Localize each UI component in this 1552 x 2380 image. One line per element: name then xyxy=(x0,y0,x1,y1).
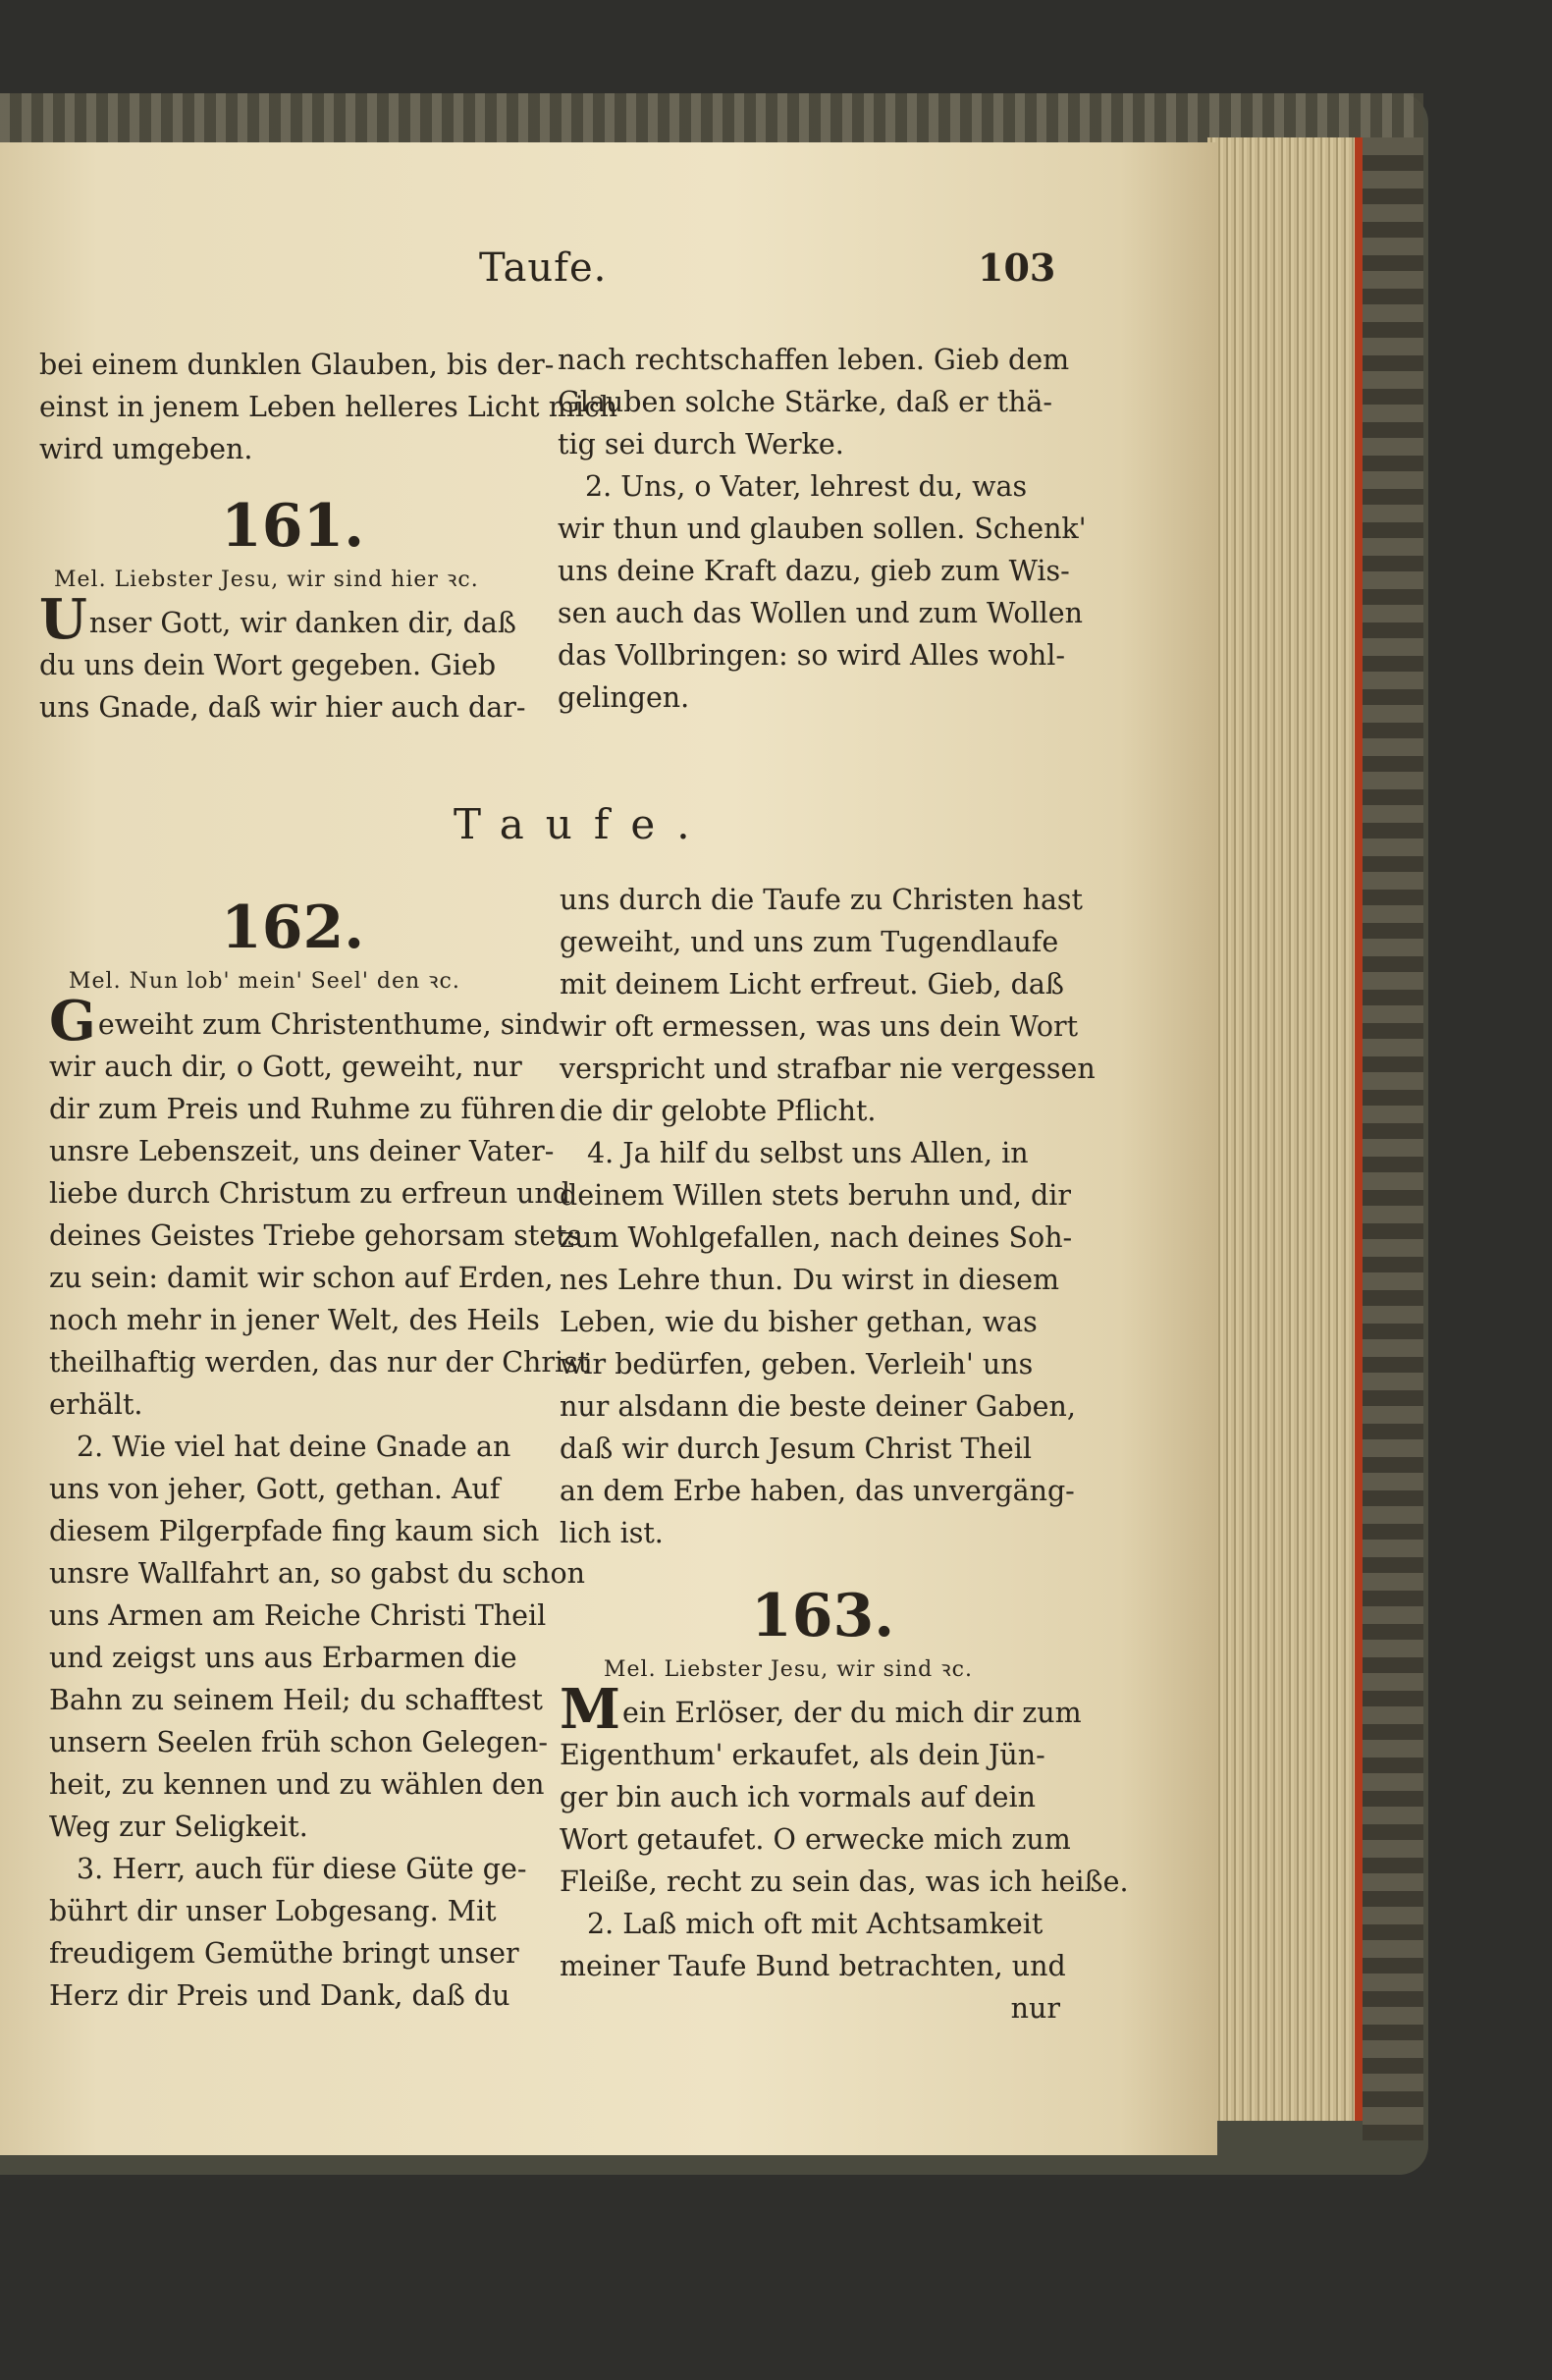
hymn-number-163: 163. xyxy=(751,1582,895,1650)
melody-line: Mel. Nun lob' mein' Seel' den ꝛc. xyxy=(69,969,460,994)
text-line: uns Armen am Reiche Christi Theil xyxy=(49,1599,547,1632)
text-line: einst in jenem Leben helleres Licht mich xyxy=(39,391,618,423)
catchword: nur xyxy=(1010,1992,1060,2025)
text-line: freudigem Gemüthe bringt unser xyxy=(49,1937,519,1970)
text-line: Fleiße, recht zu sein das, was ich heiße. xyxy=(560,1866,1129,1898)
text-line: deines Geistes Triebe gehorsam stets xyxy=(49,1219,582,1252)
text-line: Bahn zu seinem Heil; du schafftest xyxy=(49,1684,543,1716)
text-line: dir zum Preis und Ruhme zu führen xyxy=(49,1093,556,1125)
top-right-column xyxy=(558,339,1087,719)
hymn-first-line xyxy=(39,587,530,652)
text-line: unsre Lebenszeit, uns deiner Vater- xyxy=(49,1135,555,1167)
text-line: uns durch die Taufe zu Christen hast xyxy=(560,884,1084,916)
text-line: und zeigst uns aus Erbarmen die xyxy=(49,1642,517,1674)
melody-line: Mel. Liebster Jesu, wir sind hier ꝛc. xyxy=(54,568,479,592)
text-line: tig sei durch Werke. xyxy=(558,428,844,460)
first-line-text: ein Erlöser, der du mich dir zum xyxy=(622,1697,1082,1729)
text-line: 2. Laß mich oft mit Achtsamkeit xyxy=(587,1908,1044,1940)
text-line: wir bedürfen, geben. Verleih' uns xyxy=(560,1348,1034,1380)
spine-ornament xyxy=(1363,137,1423,2140)
text-line: erhält. xyxy=(49,1388,143,1421)
text-line: zu sein: damit wir schon auf Erden, xyxy=(49,1262,554,1294)
text-line: daß wir durch Jesum Christ Theil xyxy=(560,1433,1032,1465)
page-header xyxy=(0,245,1099,304)
text-line: noch mehr in jener Welt, des Heils xyxy=(49,1304,540,1336)
text-line: nur alsdann die beste deiner Gaben, xyxy=(560,1390,1076,1423)
text-line: lich ist. xyxy=(560,1517,664,1549)
bottom-right-column xyxy=(560,879,1129,2029)
text-line: wir oft ermessen, was uns dein Wort xyxy=(560,1010,1079,1043)
text-line: mit deinem Licht erfreut. Gieb, daß xyxy=(560,968,1064,1001)
text-line: nes Lehre thun. Du wirst in diesem xyxy=(560,1264,1060,1296)
first-line-text: eweiht zum Christenthume, sind xyxy=(97,1008,561,1041)
text-line: Leben, wie du bisher gethan, was xyxy=(560,1306,1038,1338)
text-line: Weg zur Seligkeit. xyxy=(49,1811,308,1843)
page-edges xyxy=(1207,137,1363,2121)
text-line: uns deine Kraft dazu, gieb zum Wis- xyxy=(558,555,1070,587)
text-line: wird umgeben. xyxy=(39,433,253,465)
text-line: du uns dein Wort gegeben. Gieb xyxy=(39,649,497,681)
text-line: 3. Herr, auch für diese Güte ge- xyxy=(77,1853,527,1885)
text-line: diesem Pilgerpfade fing kaum sich xyxy=(49,1515,540,1547)
text-line: geweiht, und uns zum Tugendlaufe xyxy=(560,926,1059,958)
text-line: 2. Uns, o Vater, lehrest du, was xyxy=(585,470,1028,503)
text-line: bührt dir unser Lobgesang. Mit xyxy=(49,1895,497,1927)
text-line: deinem Willen stets beruhn und, dir xyxy=(560,1179,1071,1212)
text-line: uns Gnade, daß wir hier auch dar- xyxy=(39,691,526,724)
text-line: wir thun und glauben sollen. Schenk' xyxy=(558,513,1087,545)
text-line: gelingen. xyxy=(558,681,690,714)
hymn-first-line xyxy=(560,1677,1082,1742)
top-left-column xyxy=(39,344,618,729)
text-line: Wort getaufet. O erwecke mich zum xyxy=(560,1823,1071,1856)
text-line: sen auch das Wollen und zum Wollen xyxy=(558,597,1084,629)
bottom-left-column xyxy=(49,889,590,2017)
text-line: nach rechtschaffen leben. Gieb dem xyxy=(558,344,1070,376)
text-line: uns von jeher, Gott, gethan. Auf xyxy=(49,1473,501,1505)
first-line-text: nser Gott, wir danken dir, daß xyxy=(88,607,516,639)
hymn-number-162: 162. xyxy=(221,893,365,962)
text-line: Eigenthum' erkaufet, als dein Jün- xyxy=(560,1739,1045,1771)
text-line: heit, zu kennen und zu wählen den xyxy=(49,1768,545,1801)
text-line: Herz dir Preis und Dank, daß du xyxy=(49,1979,510,2012)
running-title: Taufe. xyxy=(479,245,608,291)
text-line: ger bin auch ich vormals auf dein xyxy=(560,1781,1037,1813)
text-line: bei einem dunklen Glauben, bis der- xyxy=(39,349,555,381)
text-line: zum Wohlgefallen, nach deines Soh- xyxy=(560,1221,1073,1254)
page-number: 103 xyxy=(978,245,1056,290)
text-line: die dir gelobte Pflicht. xyxy=(560,1095,877,1127)
text-line: wir auch dir, o Gott, geweiht, nur xyxy=(49,1051,522,1083)
text-line: Glauben solche Stärke, daß er thä- xyxy=(558,386,1053,418)
text-line: meiner Taufe Bund betrachten, und xyxy=(560,1950,1066,1982)
text-line: 2. Wie viel hat deine Gnade an xyxy=(77,1431,511,1463)
text-line: unsern Seelen früh schon Gelegen- xyxy=(49,1726,549,1758)
text-line: liebe durch Christum zu erfreun und xyxy=(49,1177,570,1210)
drop-cap: M xyxy=(560,1677,620,1742)
text-line: verspricht und strafbar nie vergessen xyxy=(560,1053,1096,1085)
text-line: an dem Erbe haben, das unvergäng- xyxy=(560,1475,1075,1507)
melody-line: Mel. Liebster Jesu, wir sind ꝛc. xyxy=(604,1657,973,1682)
section-heading: Taufe. xyxy=(454,800,712,848)
hymn-first-line xyxy=(49,989,561,1054)
drop-cap: G xyxy=(49,989,96,1054)
text-line: 4. Ja hilf du selbst uns Allen, in xyxy=(587,1137,1029,1169)
text-line: theilhaftig werden, das nur der Christ xyxy=(49,1346,590,1379)
text-line: unsre Wallfahrt an, so gabst du schon xyxy=(49,1557,585,1590)
text-line: das Vollbringen: so wird Alles wohl- xyxy=(558,639,1066,672)
drop-cap: U xyxy=(39,587,87,652)
hymn-number-161: 161. xyxy=(221,492,365,561)
